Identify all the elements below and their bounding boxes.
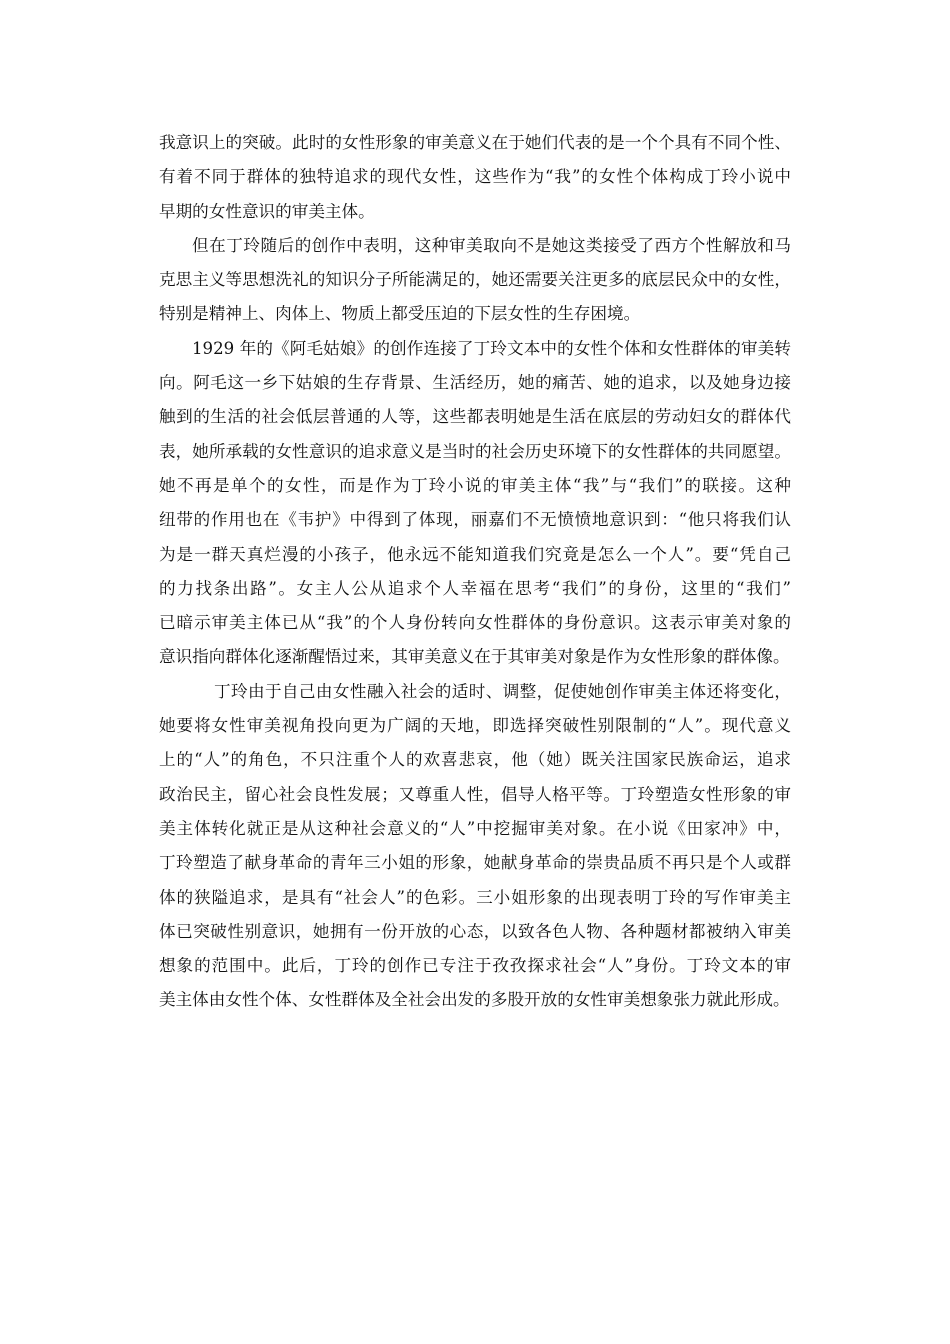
text-line: 表，她所承载的女性意识的追求意义是当时的社会历史环境下的女性群体的共同愿望。: [159, 441, 791, 461]
text-line: 向。阿毛这一乡下姑娘的生存背景、生活经历，她的痛苦、她的追求，以及她身边接: [159, 373, 791, 393]
text-line: 丁玲由于自己由女性融入社会的适时、调整，促使她创作审美主体还将变化，: [214, 681, 791, 701]
text-line: 她要将女性审美视角投向更为广阔的天地，即选择突破性别限制的“人”。现代意义: [159, 716, 791, 736]
text-line: 上的“人”的角色，不只注重个人的欢喜悲哀，他（她）既关注国家民族命运，追求: [159, 750, 791, 770]
paragraph-1: [159, 126, 791, 229]
text-line: 想象的范围中。此后，丁玲的创作已专注于孜孜探求社会“人”身份。丁玲文本的审: [159, 956, 791, 976]
text-line: 政治民主，留心社会良性发展；又尊重人性，倡导人格平等。丁玲塑造女性形象的审: [159, 784, 791, 804]
text-line: 克思主义等思想洗礼的知识分子所能满足的，她还需要关注更多的底层民众中的女性，: [159, 270, 791, 290]
text-line: 有着不同于群体的独特追求的现代女性，这些作为“我”的女性个体构成丁玲小说中: [159, 167, 791, 187]
text-line: 早期的女性意识的审美主体。: [159, 201, 375, 221]
text-line: 体的狭隘追求，是具有“社会人”的色彩。三小姐形象的出现表明丁玲的写作审美主: [159, 887, 791, 907]
paragraph-2: [159, 229, 791, 332]
text-line: 美主体由女性个体、女性群体及全社会出发的多股开放的女性审美想象张力就此形成。: [159, 990, 790, 1010]
paragraph-3: [159, 332, 791, 675]
text-line: 意识指向群体化逐渐醒悟过来，其审美意义在于其审美对象是作为女性形象的群体像。: [159, 647, 790, 667]
text-line: 特别是精神上、肉体上、物质上都受压迫的下层女性的生存困境。: [159, 304, 641, 324]
document-body: [159, 126, 791, 1018]
text-line: 美主体转化就正是从这种社会意义的“人”中挖掘审美对象。在小说《田家冲》中，: [159, 818, 791, 838]
text-line: 的力找条出路”。女主人公从追求个人幸福在思考“我们”的身份，这里的“我们”: [159, 578, 791, 598]
text-line: 触到的生活的社会低层普通的人等，这些都表明她是生活在底层的劳动妇女的群体代: [159, 407, 791, 427]
text-line: 体已突破性别意识，她拥有一份开放的心态，以致各色人物、各种题材都被纳入审美: [159, 921, 791, 941]
text-line: 已暗示审美主体已从“我”的个人身份转向女性群体的身份意识。这表示审美对象的: [159, 613, 791, 633]
text-line: 1929 年的《阿毛姑娘》的创作连接了丁玲文本中的女性个体和女性群体的审美转: [192, 338, 791, 358]
text-line: 但在丁玲随后的创作中表明，这种审美取向不是她这类接受了西方个性解放和马: [192, 235, 791, 255]
text-line: 她不再是单个的女性，而是作为丁玲小说的审美主体“我”与“我们”的联接。这种: [159, 475, 791, 495]
text-line: 纽带的作用也在《韦护》中得到了体现，丽嘉们不无愤愤地意识到：“他只将我们认: [159, 510, 791, 530]
text-line: 丁玲塑造了献身革命的青年三小姐的形象，她献身革命的崇贵品质不再只是个人或群: [159, 853, 791, 873]
text-line: 我意识上的突破。此时的女性形象的审美意义在于她们代表的是一个个具有不同个性、: [159, 133, 791, 152]
paragraph-4: [159, 675, 791, 1018]
text-line: 为是一群天真烂漫的小孩子，他永远不能知道我们究竟是怎么一个人”。要“凭自己: [159, 544, 791, 564]
